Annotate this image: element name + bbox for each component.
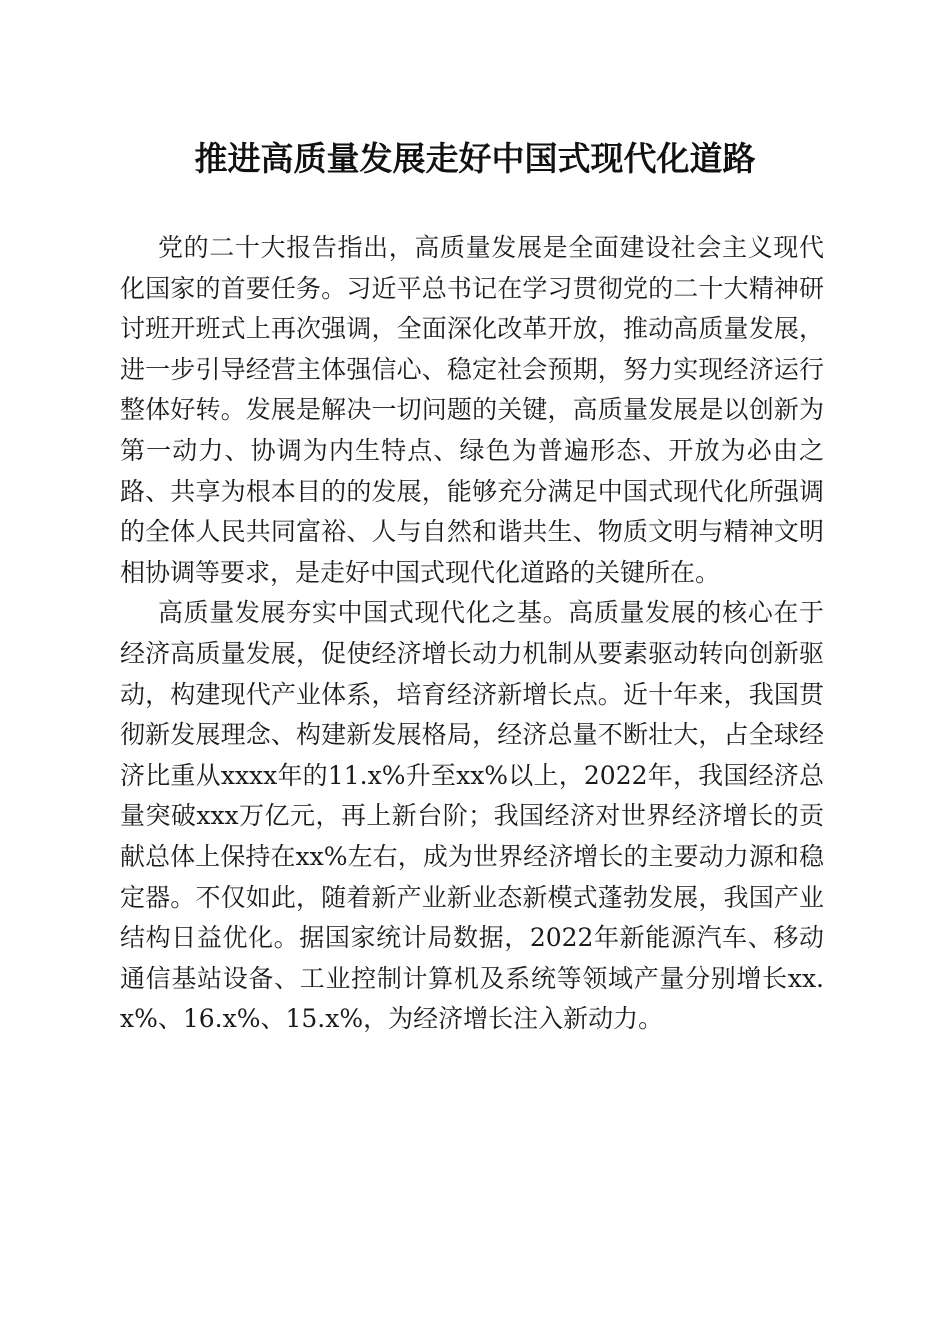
document-title: 推进高质量发展走好中国式现代化道路 (194, 139, 756, 178)
paragraph-2: 高质量发展夯实中国式现代化之基。高质量发展的核心在于经济高质量发展，促使经济增长动力机制从要素驱动转向创新驱动，构建现代产业体系，培育经济新增长点。近十年来，我国贯彻新发展理念、构建新发展格局，经济总量不断壮大，占全球经济比重从xxxx年的11.x%升至xx%以上，2022年，我国经济总量突破xxx万亿元，再上新台阶；我国经济对世界经济增长的贡献总体上保持在xx%左右，成为世界经济增长的主要动力源和稳定器。不仅如此，随着新产业新业态新模式蓬勃发展，我国产业结构日益优化。据国家统计局数据，2022年新能源汽车、移动通信基站设备、工业控制计算机及系统等领域产量分别增长xx.x%、16.x%、15.x%，为经济增长注入新动力。 (120, 598, 824, 1034)
paragraph-1: 党的二十大报告指出，高质量发展是全面建设社会主义现代化国家的首要任务。习近平总书记在学习贯彻党的二十大精神研讨班开班式上再次强调，全面深化改革开放，推动高质量发展，进一步引导经营主体强信心、稳定社会预期，努力实现经济运行整体好转。发展是解决一切问题的关键，高质量发展是以创新为第一动力、协调为内生特点、绿色为普遍形态、开放为必由之路、共享为根本目的的发展，能够充分满足中国式现代化所强调的全体人民共同富裕、人与自然和谐共生、物质文明与精神文明相协调等要求，是走好中国式现代化道路的关键所在。 (120, 233, 824, 587)
document-body (120, 228, 824, 1040)
